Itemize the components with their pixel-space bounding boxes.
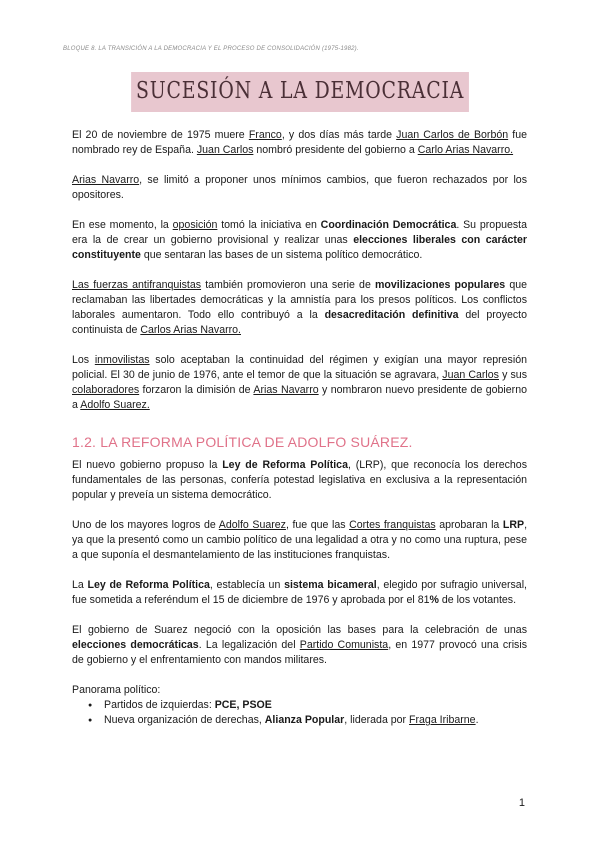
link-franco: Franco — [248, 129, 282, 141]
paragraph-5: Los inmovilistas solo aceptaban la continuidad del régimen y exigían una mayor represión policial. El 30 de junio de 1976, ante el temor de que la situación se agravara, Juan Carlos y sus colaboradores forzaron la dimisión de Arias Navarro y nombraron nuevo presidente de gobierno a Adolfo Suarez. — [72, 354, 527, 411]
paragraph-4: Las fuerzas antifranquistas también promovieron una serie de movilizaciones populares que reclamaban las libertades democráticas y la amnistía para los presos políticos. Los conflictos laborales aumentaron. Todo ello contribuyó a la desacreditación definitiva del proyecto continuista de Carlos Arias Navarro. — [72, 279, 527, 336]
page-title: SUCESIÓN A LA DEMOCRACIA — [131, 72, 469, 112]
title-banner — [0, 72, 600, 112]
page-header: BLOQUE 8. LA TRANSICIÓN A LA DEMOCRACIA Y EL PROCESO DE CONSOLIDACIÓN (1975-1982). — [63, 46, 359, 52]
paragraph-2: Arias Navarro, se limitó a proponer unos mínimos cambios, que fueron rechazados por los opositores. — [72, 174, 527, 201]
panorama-list — [72, 698, 527, 728]
list-item: ● Partidos de izquierdas: PCE, PSOE — [104, 698, 527, 713]
paragraph-3: En ese momento, la oposición tomó la iniciativa en Coordinación Democrática. Su propuesta era la de crear un gobierno provisional y realizar unas elecciones liberales con carácter constituyente que sentaran las bases de un sistema político democrático. — [72, 219, 527, 261]
panorama-label: Panorama político: — [72, 684, 161, 696]
paragraph-7: Uno de los mayores logros de Adolfo Suarez, fue que las Cortes franquistas aprobaran la LRP, ya que la presentó como un cambio político de una legalidad a otra y no como una ruptura, pese a que suponía el desmantelamiento de las instituciones franquistas. — [72, 519, 528, 561]
paragraph-9: El gobierno de Suarez negoció con la oposición las bases para la celebración de unas elecciones democráticas. La legalización del Partido Comunista, en 1977 provocó una crisis de gobierno y el enfrentamiento con mandos militares. — [72, 624, 528, 666]
paragraph-1: El 20 de noviembre de 1975 muere Franco, y dos días más tarde Juan Carlos de Borbón fue nombrado rey de España. Juan Carlos nombró presidente del gobierno a Carlo Arias Navarro. — [72, 129, 528, 156]
section-heading: 1.2. LA REFORMA POLÍTICA DE ADOLFO SUÁREZ. — [72, 434, 413, 450]
document-body — [72, 128, 527, 728]
page-number: 1 — [518, 797, 525, 809]
paragraph-8: La Ley de Reforma Política, establecía un sistema bicameral, elegido por sufragio universal, fue sometida a referéndum el 15 de diciembre de 1976 y aprobada por el 81% de los votantes. — [72, 579, 527, 606]
paragraph-6: El nuevo gobierno propuso la Ley de Reforma Política, (LRP), que reconocía los derechos fundamentales de las personas, confería potestad legislativa en exclusiva a la representación popular y preveía un sistema democrático. — [72, 459, 527, 501]
list-item: ● Nueva organización de derechas, Alianza Popular, liderada por Fraga Iribarne. — [104, 713, 527, 728]
